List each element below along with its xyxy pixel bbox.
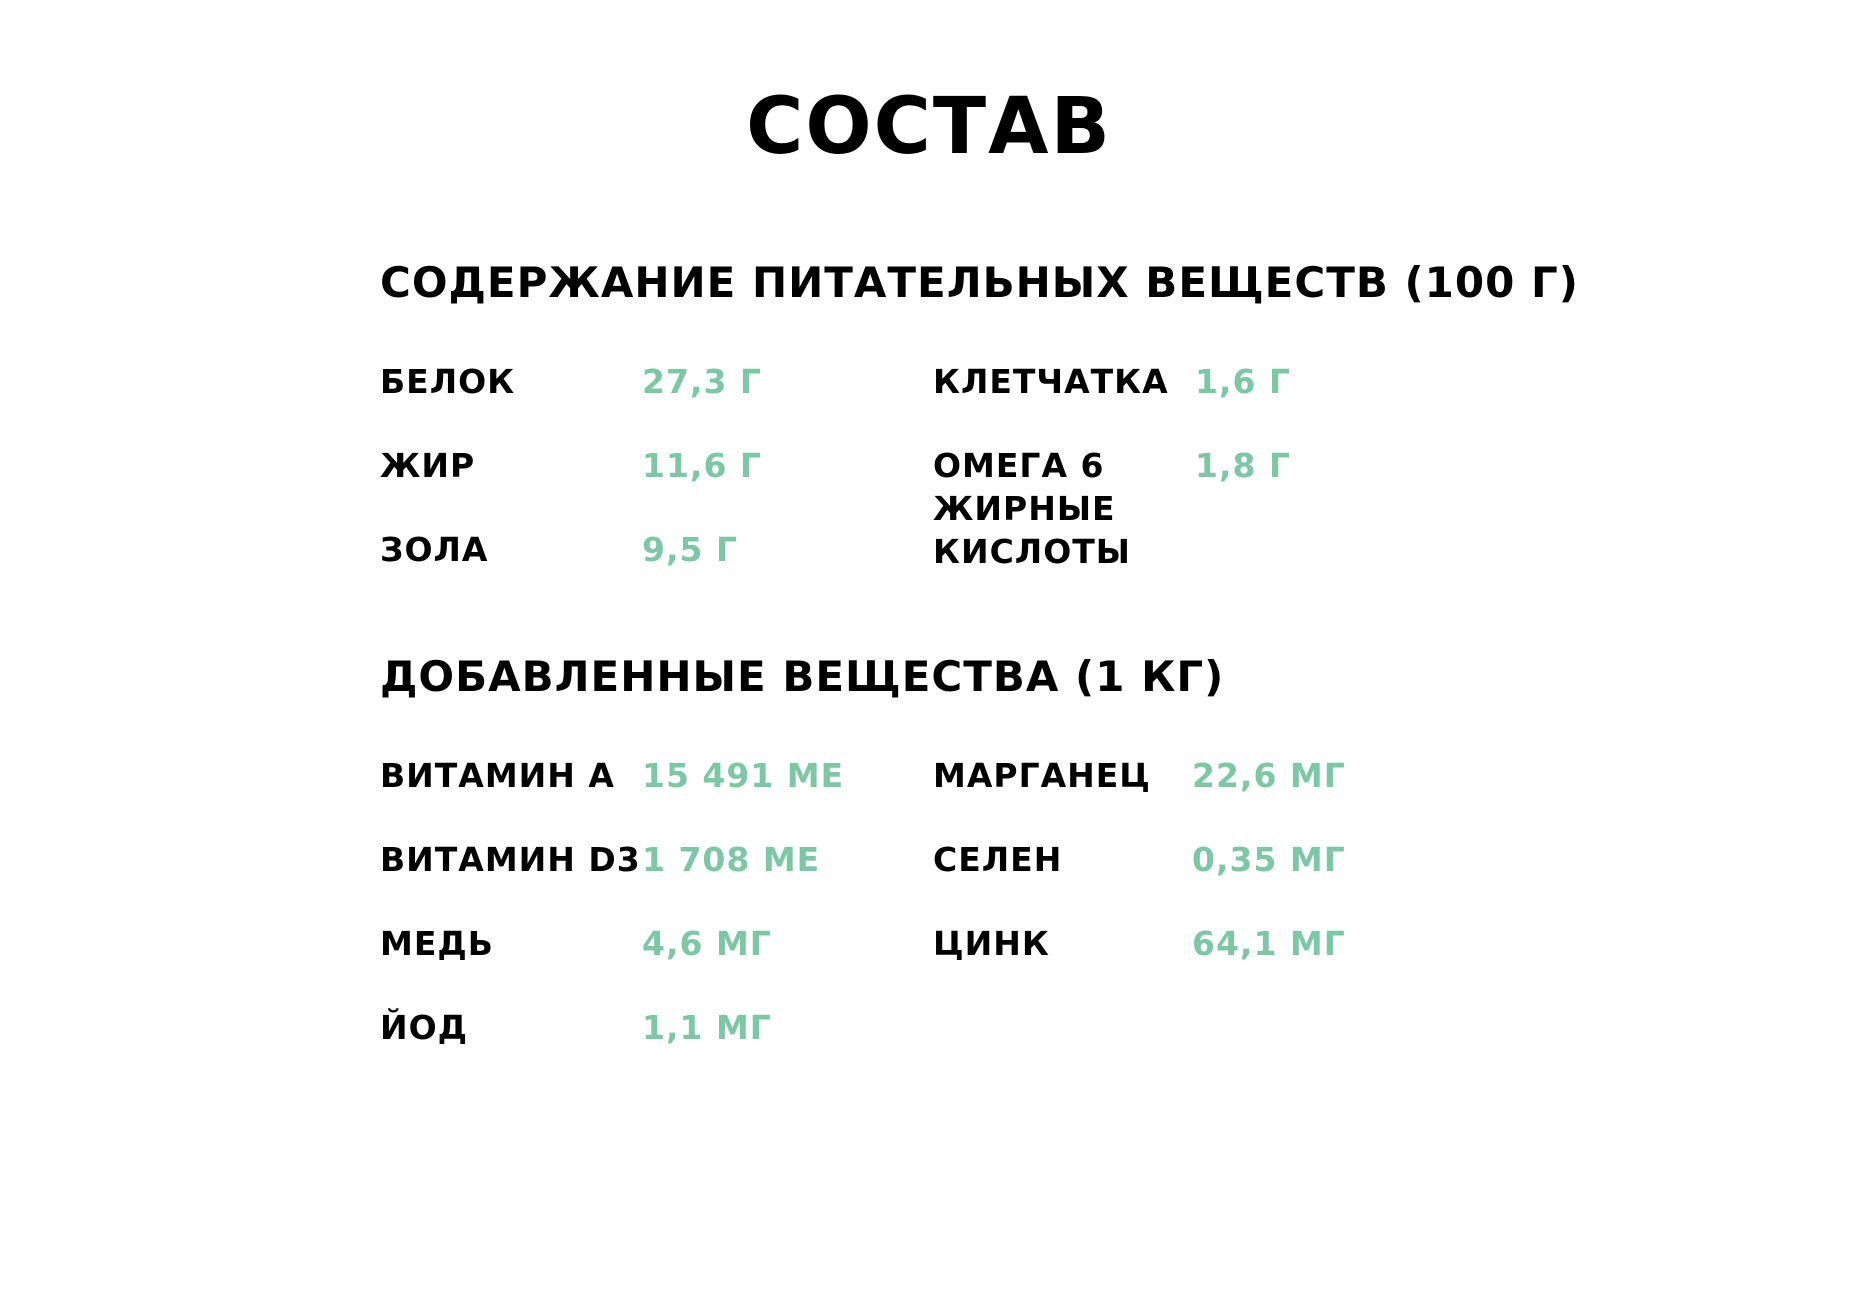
nutrient-value-ash: 9,5 Г — [642, 530, 738, 569]
additive-label-selenium: СЕЛЕН — [933, 840, 1063, 879]
nutrient-label-ash: ЗОЛА — [380, 530, 489, 569]
nutrients-heading: СОДЕРЖАНИЕ ПИТАТЕЛЬНЫХ ВЕЩЕСТВ (100 Г) — [380, 258, 1579, 307]
additive-value-vitamin-a: 15 491 МЕ — [642, 756, 845, 795]
additives-heading: ДОБАВЛЕННЫЕ ВЕЩЕСТВА (1 КГ) — [380, 652, 1225, 701]
nutrient-value-protein: 27,3 Г — [642, 362, 762, 401]
additive-value-vitamin-d3: 1 708 МЕ — [642, 840, 821, 879]
additive-value-manganese: 22,6 МГ — [1192, 756, 1346, 795]
additive-value-selenium: 0,35 МГ — [1192, 840, 1346, 879]
nutrient-label-fat: ЖИР — [380, 446, 476, 485]
nutrient-value-fat: 11,6 Г — [642, 446, 762, 485]
additive-label-manganese: МАРГАНЕЦ — [933, 756, 1151, 795]
additive-label-copper: МЕДЬ — [380, 924, 494, 963]
nutrient-value-omega6: 1,8 Г — [1195, 446, 1291, 485]
additive-label-zinc: ЦИНК — [933, 924, 1050, 963]
nutrient-label-fiber: КЛЕТЧАТКА — [933, 362, 1169, 401]
additive-label-vitamin-d3: ВИТАМИН D3 — [380, 840, 641, 879]
additive-label-iodine: ЙОД — [380, 1008, 469, 1047]
nutrient-label-omega6: ОМЕГА 6 ЖИРНЫЕ КИСЛОТЫ — [933, 446, 1131, 571]
additive-value-zinc: 64,1 МГ — [1192, 924, 1346, 963]
additive-value-iodine: 1,1 МГ — [642, 1008, 772, 1047]
additive-value-copper: 4,6 МГ — [642, 924, 772, 963]
nutrient-value-fiber: 1,6 Г — [1195, 362, 1291, 401]
additive-label-vitamin-a: ВИТАМИН А — [380, 756, 615, 795]
page-title: СОСТАВ — [746, 82, 1112, 172]
nutrient-label-protein: БЕЛОК — [380, 362, 516, 401]
